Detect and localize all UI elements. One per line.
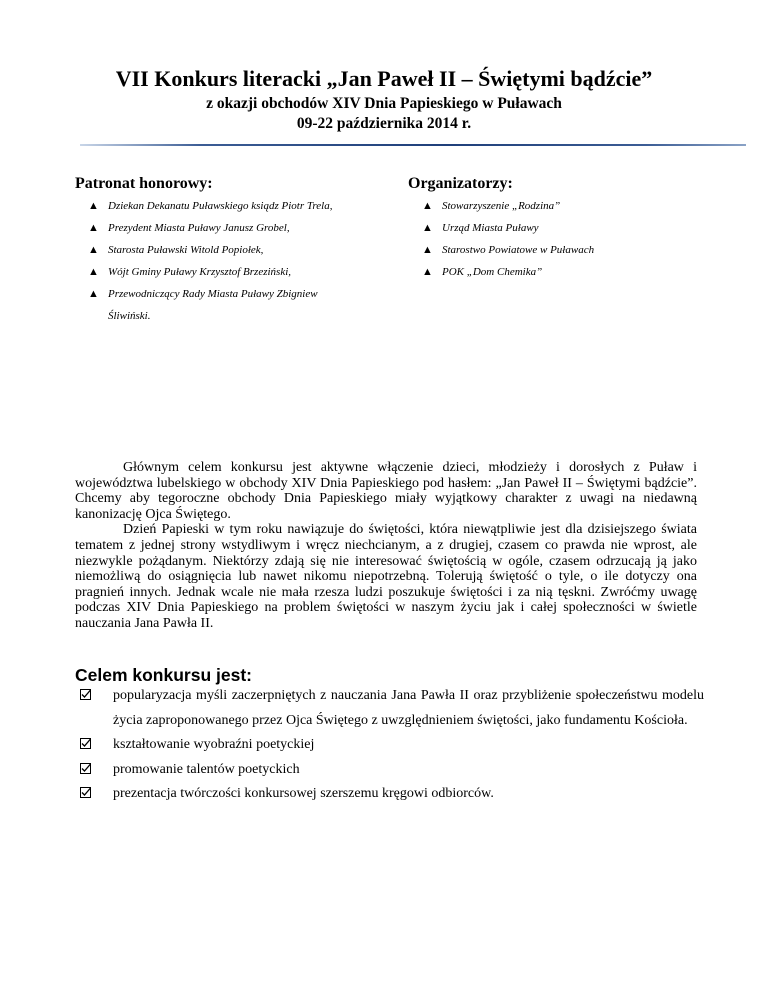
patronage-item-text: Wójt Gminy Puławy Krzysztof Brzeziński, <box>108 266 292 278</box>
list-item <box>80 758 704 783</box>
patronage-item-text: Dziekan Dekanatu Puławskiego ksiądz Piotr Trela, <box>108 200 333 212</box>
checked-box-icon <box>80 763 91 774</box>
document-subtitle: z okazji obchodów XIV Dnia Papieskiego w Puławach <box>206 95 562 112</box>
goal-item-text: popularyzacja myśli zaczerpniętych z nauczania Jana Pawła II oraz przybliżenie społeczeństwu modelu życia zaproponowanego przez Ojca Świętego z uwzględnieniem świętości, jako fundamentu Kościoła. <box>113 688 704 728</box>
mountain-bullet-icon: ▲ <box>422 244 433 256</box>
goal-item-text: kształtowanie wyobraźni poetyckiej <box>113 737 315 752</box>
organizer-item-text: Stowarzyszenie „Rodzina” <box>442 200 561 212</box>
document-title: VII Konkurs literacki „Jan Paweł II – Świętymi bądźcie” <box>115 66 653 91</box>
organizer-item-text: Starostwo Powiatowe w Puławach <box>442 244 595 256</box>
organizers-heading: Organizatorzy: <box>408 175 513 192</box>
goal-item-text: promowanie talentów poetyckich <box>113 761 300 777</box>
patronage-list <box>78 195 340 327</box>
list-item <box>78 195 340 217</box>
organizer-item-text: POK „Dom Chemika” <box>442 266 543 278</box>
list-item <box>412 195 712 217</box>
checked-box-icon <box>80 787 91 798</box>
organizer-item-text: Urząd Miasta Puławy <box>442 222 539 234</box>
list-item <box>80 733 704 758</box>
list-item <box>80 782 704 807</box>
mountain-bullet-icon: ▲ <box>88 288 99 300</box>
mountain-bullet-icon: ▲ <box>422 222 433 234</box>
goals-heading: Celem konkursu jest: <box>75 665 252 685</box>
patronage-heading: Patronat honorowy: <box>75 175 213 192</box>
checked-box-icon <box>80 738 91 749</box>
list-item <box>78 217 340 239</box>
paragraph: Dzień Papieski w tym roku nawiązuje do świętości, która niewątpliwie jest dla dzisiejszego świata tematem z jednej strony wstydliwym i wręcz niechcianym, a z drugiej, czasem co prawda nie wprost, ale niezwykle pożądanym. Niektórzy zdają się nie interesować świętością w ogóle, czasem odrzucają ją jako niemożliwą do osiągnięcia lub nawet nikomu niepotrzebną. Tolerują świętość o tyle, o ile dotyczy ona pragnień innych. Jednak wcale nie mała rzesza ludzi poszukuje świętości i za nią tęskni. Zwróćmy uwagę podczas XIV Dnia Papieskiego na problem świętości w naszym życiu jak i całej społeczności w świetle nauczania Jana Pawła II. <box>75 522 697 631</box>
document-dates: 09-22 października 2014 r. <box>296 115 472 132</box>
goal-item-text: prezentacja twórczości konkursowej szerszemu kręgowi odbiorców. <box>113 786 494 801</box>
list-item <box>78 283 340 327</box>
patronage-item-text: Starosta Puławski Witold Popiołek, <box>108 244 264 256</box>
checked-box-icon <box>80 689 91 700</box>
list-item <box>78 239 340 261</box>
list-item <box>412 217 712 239</box>
mountain-bullet-icon: ▲ <box>88 266 99 278</box>
mountain-bullet-icon: ▲ <box>88 200 99 212</box>
paragraph: Głównym celem konkursu jest aktywne włączenie dzieci, młodzieży i dorosłych z Puław i województwa lubelskiego w obchody XIV Dnia Papieskiego pod hasłem: „Jan Paweł II – Świętymi bądźcie”. Chcemy aby tegoroczne obchody Dnia Papieskiego miały wyjątkowy charakter z uwagi na niedawną kanonizację Ojca Świętego. <box>75 460 697 522</box>
mountain-bullet-icon: ▲ <box>88 222 99 234</box>
patronage-item-text: Przewodniczący Rady Miasta Puławy Zbigniew Śliwiński. <box>108 288 318 322</box>
patronage-item-text: Prezydent Miasta Puławy Janusz Grobel, <box>108 222 290 234</box>
mountain-bullet-icon: ▲ <box>88 244 99 256</box>
organizers-list <box>412 195 712 283</box>
list-item <box>412 239 712 261</box>
list-item <box>78 261 340 283</box>
header-divider <box>80 144 746 146</box>
mountain-bullet-icon: ▲ <box>422 200 433 212</box>
list-item <box>412 261 712 283</box>
mountain-bullet-icon: ▲ <box>422 266 433 278</box>
body-text <box>75 460 697 632</box>
goals-list <box>80 684 704 807</box>
list-item <box>80 684 704 733</box>
